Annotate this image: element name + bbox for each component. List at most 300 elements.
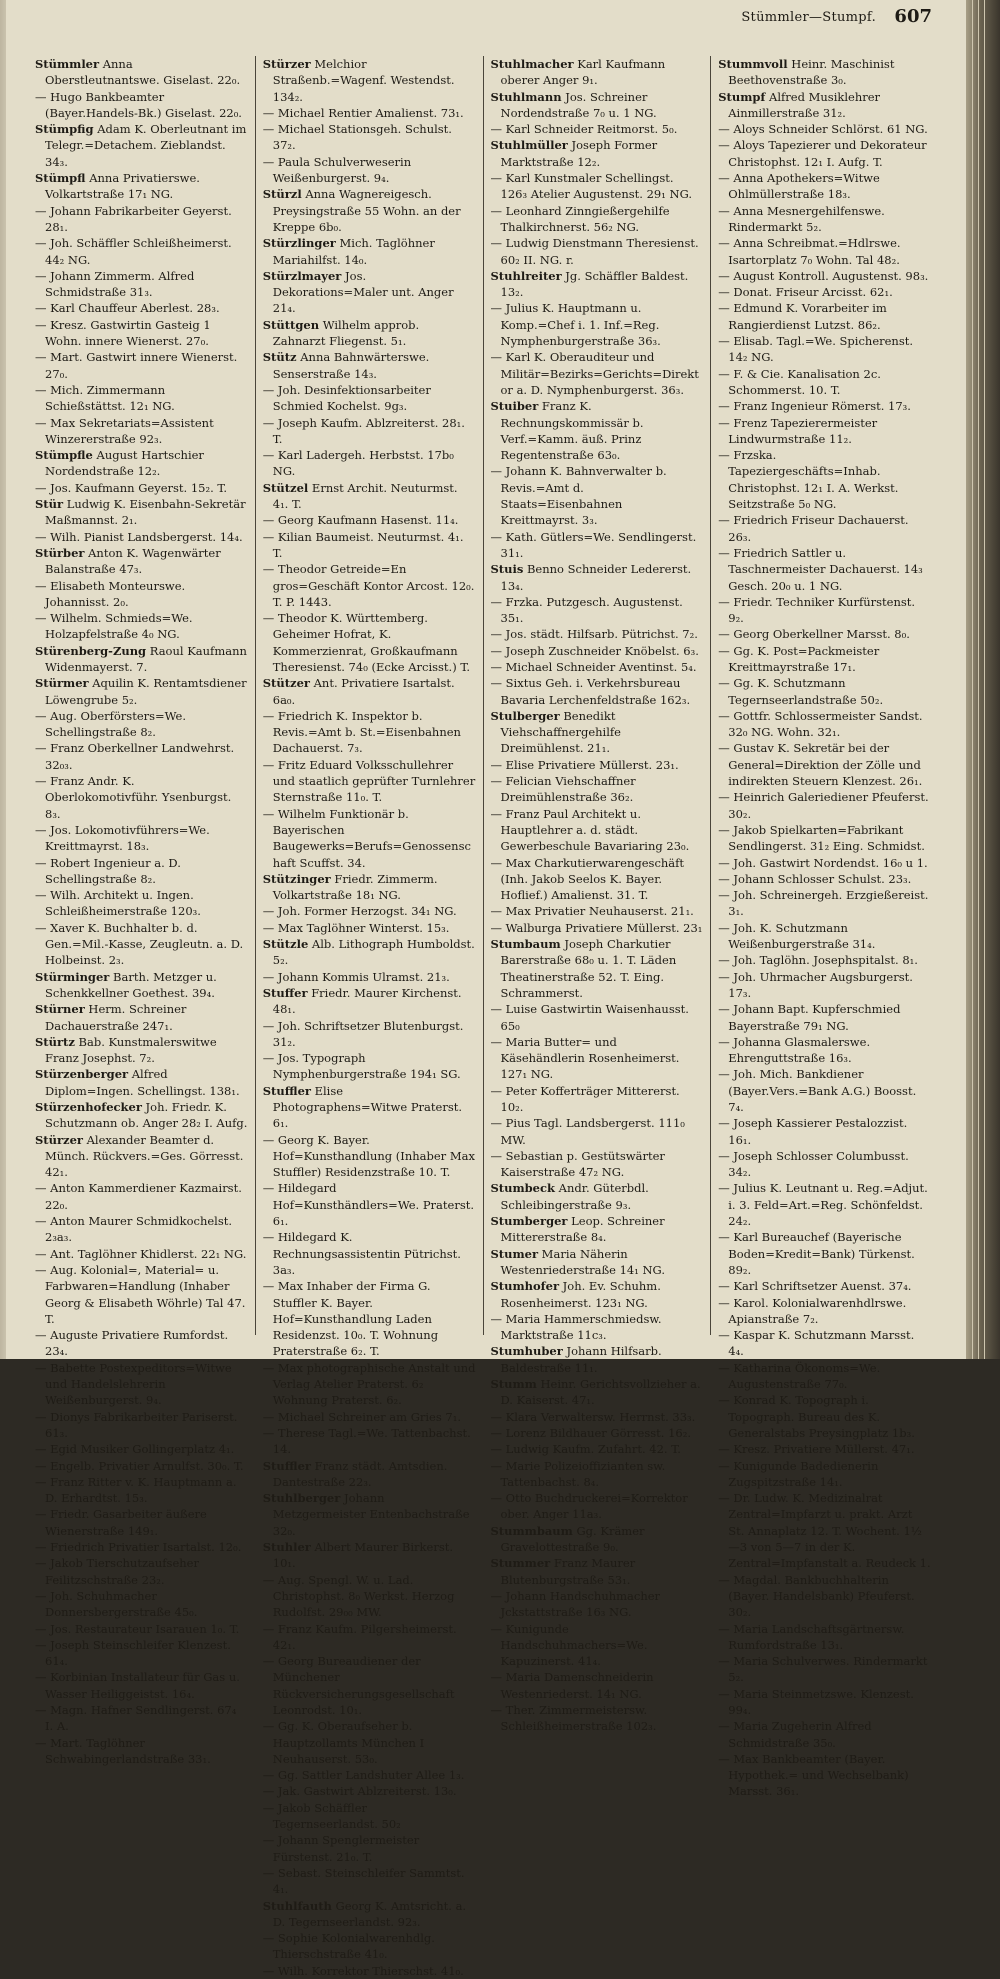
directory-entry xyxy=(491,806,704,855)
directory-entry xyxy=(263,512,476,528)
directory-entry xyxy=(35,1621,248,1637)
entry-details: — Elise Privatiere Müllerst. 23₁. xyxy=(490,757,679,772)
directory-entry xyxy=(491,708,704,757)
directory-entry xyxy=(263,1180,476,1229)
entry-details: — Gustav K. Sekretär bei der General=Direktion der Zölle und indirekten Steuern Klenzest. 26₁. xyxy=(718,741,923,789)
entry-details: — Frenz Tapezierermeister Lindwurmstraße 11₂. xyxy=(718,415,878,446)
directory-entry xyxy=(263,1963,476,1979)
entry-details: — Heinrich Galeriediener Pfeuferst. 30₂. xyxy=(718,790,929,821)
entry-details: — Gottfr. Schlossermeister Sandst. 32₀ NG. Wohn. 32₁. xyxy=(718,708,923,740)
entry-details: — Maria Zugeherin Alfred Schmidstraße 35₀. xyxy=(718,1719,872,1750)
directory-entry xyxy=(491,643,704,659)
entry-details: — Sebastian p. Gestütswärter Kaiserstraße 47₂ NG. xyxy=(490,1148,665,1180)
directory-entry xyxy=(35,887,248,920)
directory-entry xyxy=(263,1783,476,1799)
directory-entry xyxy=(491,920,704,936)
directory-entry xyxy=(491,1034,704,1083)
directory-entry xyxy=(718,366,931,399)
directory-entry xyxy=(35,170,248,203)
entry-surname: Stürminger xyxy=(35,969,110,984)
entry-details: — Georg Kaufmann Hasenst. 11₄. xyxy=(262,513,459,528)
directory-entry xyxy=(263,235,476,268)
directory-entry xyxy=(35,920,248,969)
directory-entry xyxy=(35,382,248,415)
entry-details: — Maria Steinmetzswe. Klenzest. 99₄. xyxy=(718,1686,914,1717)
entry-details: — Ther. Zimmermeistersw. Schleißheimerstraße 102₃. xyxy=(490,1702,657,1734)
directory-entry xyxy=(718,1278,931,1294)
entry-details: — Hildegard K. Rechnungsassistentin Pütrichst. 3a₃. xyxy=(262,1230,461,1277)
entry-details: — Friedrich K. Inspektor b. Revis.=Amt b. St.=Eisenbahnen Dachauerst. 7₃. xyxy=(262,708,461,756)
entry-details: — Jak. Gastwirt Ablzreiterst. 13₀. xyxy=(262,1784,457,1799)
entry-details: — Donat. Friseur Arcisst. 62₁. xyxy=(718,285,893,300)
directory-entry xyxy=(718,1229,931,1278)
directory-entry xyxy=(718,203,931,236)
entry-details: Alb. Lithograph Humboldst. 5₂. xyxy=(272,937,475,968)
entry-details: Maria Näherin Westenriederstraße 14₁ NG. xyxy=(500,1246,665,1277)
entry-details: — Franz Oberkellner Landwehrst. 32₀₃. xyxy=(35,741,235,772)
entry-details: Alfred Diplom=Ingen. Schellingst. 138₁. xyxy=(45,1067,240,1098)
directory-entry xyxy=(718,1653,931,1686)
entry-details: — Kresz. Gastwirtin Gasteig 1 Wohn. innere Wienerst. 27₀. xyxy=(35,317,211,349)
entry-details: — August Kontroll. Augustenst. 98₃. xyxy=(718,268,929,283)
directory-entry xyxy=(263,1832,476,1865)
entry-details: Anna Privatierswe. Volkartstraße 17₁ NG. xyxy=(45,171,200,202)
directory-entry xyxy=(491,1523,704,1556)
directory-entry xyxy=(263,985,476,1018)
entry-details: — Hugo Bankbeamter (Bayer.Handels-Bk.) Giselast. 22₀. xyxy=(35,89,242,120)
directory-entry xyxy=(718,1751,931,1800)
directory-entry xyxy=(263,871,476,904)
entry-details: — Wilh. Korrektor Thierschst. 41₀. xyxy=(262,1963,464,1978)
entry-surname: Stützel xyxy=(262,480,309,495)
directory-entry xyxy=(491,1148,704,1181)
entry-details: — Kilian Baumeist. Neuturmst. 4₁. T. xyxy=(262,529,464,560)
entry-details: — Karl Schneider Reitmorst. 5₀. xyxy=(490,122,678,137)
directory-entry xyxy=(491,398,704,463)
entry-surname: Stuiber xyxy=(490,399,539,414)
entry-details: Heinr. Gerichtsvollzieher a. D. Kaiserst. 47₁. xyxy=(500,1377,701,1408)
page-number: 607 xyxy=(894,6,932,27)
directory-entry xyxy=(35,708,248,741)
directory-entry xyxy=(35,1001,248,1034)
entry-details: — Therese Tagl.=We. Tattenbachst. 14. xyxy=(262,1425,471,1457)
entry-details: — Ludwig Kaufm. Zufahrt. 42. T. xyxy=(490,1442,681,1457)
entry-details: — Georg K. Bayer. Hof=Kunsthandlung (Inhaber Max Stuffler) Residenzstraße 10. T. xyxy=(262,1132,475,1180)
entry-details: — Pius Tagl. Landsbergerst. 111₀ MW. xyxy=(490,1116,685,1147)
entry-details: — Michael Rentier Amalienst. 73₁. xyxy=(262,105,464,120)
directory-entry xyxy=(491,757,704,773)
entry-details: — Johann Spenglermeister Fürstenst. 21₀. T. xyxy=(262,1833,420,1864)
entry-details: — Joh. Schreinergeh. Erzgießereist. 3₁. xyxy=(718,888,929,919)
entry-details: — Aug. Spengl. W. u. Lad. Christophst. 8₀ Werkst. Herzog Rudolfst. 29₀₀ MW. xyxy=(262,1572,455,1620)
entry-details: — Kath. Gütlers=We. Sendlingerst. 31₁. xyxy=(490,529,697,560)
directory-entry xyxy=(718,822,931,855)
entry-details: Franz K. Rechnungskommissär b. Verf.=Kamm. äuß. Prinz Regentenstraße 63₀. xyxy=(500,399,644,463)
directory-entry xyxy=(35,740,248,773)
entry-surname: Stürzer xyxy=(35,1132,83,1147)
entry-details: — Anna Mesnergehilfenswe. Rindermarkt 5₂. xyxy=(718,203,885,234)
entry-details: — Joh. Mich. Bankdiener (Bayer.Vers.=Bank A.G.) Boosst. 7₄. xyxy=(718,1067,917,1114)
directory-entry xyxy=(718,1180,931,1229)
entry-details: — Joh. Uhrmacher Augsburgerst. 17₃. xyxy=(718,969,913,1000)
entry-surname: Stürzenhofecker xyxy=(35,1100,142,1114)
directory-entry xyxy=(263,1572,476,1621)
entry-details: — Engelb. Privatier Arnulfst. 30₀. T. xyxy=(35,1458,244,1473)
directory-entry xyxy=(718,1115,931,1148)
entry-details: — Magn. Hafner Sendlingerst. 67₄ I. A. xyxy=(35,1702,237,1734)
directory-entry xyxy=(263,349,476,382)
entry-details: — Joseph Zuschneider Knöbelst. 6₃. xyxy=(490,643,699,658)
entry-details: — Walburga Privatiere Müllerst. 23₁ xyxy=(490,920,703,935)
entry-details: Benno Schneider Ledererst. 13₄. xyxy=(500,562,692,593)
entry-details: — Anton Kammerdiener Kazmairst. 22₀. xyxy=(35,1181,242,1212)
directory-entry xyxy=(491,594,704,627)
entry-details: — Joh. Schriftsetzer Blutenburgst. 31₂. xyxy=(262,1018,464,1049)
directory-entry xyxy=(718,1621,931,1654)
column-3 xyxy=(484,56,712,1734)
directory-page xyxy=(6,0,972,1978)
directory-entry xyxy=(35,1588,248,1621)
entry-details: — Georg Oberkellner Marsst. 8₀. xyxy=(718,627,910,642)
directory-entry xyxy=(491,170,704,203)
entry-surname: Stütz xyxy=(262,350,297,365)
directory-entry xyxy=(35,1555,248,1588)
directory-entry xyxy=(718,56,931,89)
directory-entry xyxy=(35,1441,248,1457)
directory-entry xyxy=(35,1458,248,1474)
entry-details: — Aug. Oberförsters=We. Schellingstraße 8₂. xyxy=(35,708,187,740)
entry-details: Aquilin K. Rentamtsdiener Löwengrube 5₂. xyxy=(45,676,247,707)
directory-entry xyxy=(718,1066,931,1115)
entry-details: — Gg. K. Post=Packmeister Kreittmayrstraße 17₁. xyxy=(718,643,880,674)
entry-details: — Paula Schulverweserin Weißenburgerst. 9₄. xyxy=(262,154,412,186)
directory-entry xyxy=(491,1441,704,1457)
entry-details: Joh. Ev. Schuhm. Rosenheimerst. 123₁ NG. xyxy=(500,1279,661,1310)
entry-details: — Theodor K. Württemberg. Geheimer Hofrat, K. Kommerzienrat, Großkaufmann Theresienst. 74₀ (Ecke Arcisst.) T. xyxy=(262,611,470,674)
directory-entry xyxy=(263,121,476,154)
directory-entry xyxy=(491,675,704,708)
directory-entry xyxy=(35,1213,248,1246)
entry-details: Ant. Privatiere Isartalst. 6a₀. xyxy=(272,676,455,707)
entry-surname: Stürzer xyxy=(262,57,311,71)
entry-details: — Klara Verwaltersw. Herrnst. 33₃. xyxy=(490,1409,696,1424)
entry-details: August Hartschier Nordendstraße 12₂. xyxy=(45,448,204,479)
directory-entry xyxy=(263,1360,476,1409)
entry-details: — Franz Kaufm. Pilgersheimerst. 42₁. xyxy=(262,1621,457,1652)
directory-entry xyxy=(718,594,931,627)
directory-entry xyxy=(35,1409,248,1442)
entry-details: Albert Maurer Birkerst. 10₁. xyxy=(272,1540,453,1571)
directory-entry xyxy=(35,1702,248,1735)
directory-entry xyxy=(718,447,931,512)
entry-details: — Jos. Kaufmann Geyerst. 15₂. T. xyxy=(35,480,228,495)
directory-entry xyxy=(718,871,931,887)
entry-details: — Karl Schriftsetzer Auenst. 37₄. xyxy=(718,1279,912,1294)
directory-entry xyxy=(263,708,476,757)
directory-entry xyxy=(491,773,704,806)
entry-details: — Katharina Ökonoms=We. Augustenstraße 77₀. xyxy=(718,1360,881,1392)
entry-surname: Stumpf xyxy=(718,89,766,104)
entry-details: — Otto Buchdruckerei=Korrektor ober. Anger 11a₃. xyxy=(490,1491,688,1522)
entry-surname: Stürzlmayer xyxy=(262,268,342,283)
directory-entry xyxy=(35,1327,248,1360)
entry-details: — Ant. Taglöhner Khidlerst. 22₁ NG. xyxy=(35,1246,247,1261)
directory-entry xyxy=(491,300,704,349)
entry-details: — Korbinian Installateur für Gas u. Wasser Heiliggeistst. 16₄. xyxy=(35,1670,240,1701)
entry-details: Mich. Taglöhner Mariahilfst. 14₀. xyxy=(272,236,435,267)
directory-entry xyxy=(491,1669,704,1702)
entry-surname: Stulberger xyxy=(490,708,560,723)
directory-entry xyxy=(491,1555,704,1588)
directory-entry xyxy=(35,1637,248,1670)
entry-details: Karl Kaufmann oberer Anger 9₁. xyxy=(500,57,666,88)
entry-surname: Stuhlmacher xyxy=(490,57,574,71)
directory-entry xyxy=(491,89,704,122)
entry-details: — Anna Schreibmat.=Hdlrswe. Isartorplatz 7₀ Wohn. Tal 48₂. xyxy=(718,236,901,267)
entry-details: — Kunigunde Badedienerin Zugspitzstraße 14₁. xyxy=(718,1458,879,1489)
entry-surname: Stützle xyxy=(262,937,309,952)
page-header xyxy=(26,6,936,36)
directory-entry xyxy=(718,300,931,333)
entry-details: Jg. Schäffler Baldest. 13₂. xyxy=(500,268,689,300)
directory-entry xyxy=(35,545,248,578)
directory-entry xyxy=(263,1621,476,1654)
entry-details: — Wilh. Pianist Landsbergerst. 14₄. xyxy=(35,529,243,544)
entry-details: Barth. Metzger u. Schenkkellner Goethest. 39₄. xyxy=(45,969,217,1000)
directory-entry xyxy=(263,1767,476,1783)
entry-details: — Wilhelm Funktionär b. Bayerischen Baugewerks=Berufs=Genossenschaft Scuffst. 34. xyxy=(262,806,471,870)
directory-entry xyxy=(491,1409,704,1425)
entry-details: — Michael Schreiner am Gries 7₁. xyxy=(262,1409,461,1424)
entry-details: — Joh. Schuhmacher Donnersbergerstraße 45₀. xyxy=(35,1588,198,1620)
entry-details: — Auguste Privatiere Rumfordst. 23₄. xyxy=(35,1328,229,1359)
entry-details: — Friedrich Privatier Isartalst. 12₀. xyxy=(35,1540,242,1555)
directory-entry xyxy=(35,969,248,1002)
directory-entry xyxy=(263,561,476,610)
entry-surname: Stützinger xyxy=(262,871,331,886)
entry-details: — Friedrich Sattler u. Taschnermeister Dachauerst. 14₃ Gesch. 20₀ u. 1 NG. xyxy=(718,545,923,593)
directory-entry xyxy=(718,1718,931,1751)
entry-surname: Stuhlfauth xyxy=(262,1898,332,1913)
directory-entry xyxy=(263,447,476,480)
directory-entry xyxy=(491,1213,704,1246)
directory-entry xyxy=(263,1930,476,1963)
entry-details: — Karol. Kolonialwarenhdlrswe. Apianstraße 7₂. xyxy=(718,1295,907,1326)
directory-entry xyxy=(263,480,476,513)
entry-details: — Fritz Eduard Volksschullehrer und staatlich geprüfter Turnlehrer Sternstraße 11₀. T. xyxy=(262,757,476,805)
entry-surname: Stuffer xyxy=(262,985,308,1000)
entry-details: — Friedr. Gasarbeiter äußere Wienerstraße 149₁. xyxy=(35,1507,207,1538)
entry-details: — Luise Gastwirtin Waisenhausst. 65₀ xyxy=(490,1002,689,1033)
running-title: Stümmler—Stumpf. xyxy=(741,10,876,25)
entry-details: — Magdal. Bankbuchhalterin (Bayer. Handelsbank) Pfeuferst. 30₂. xyxy=(718,1572,915,1620)
directory-entry xyxy=(263,1083,476,1132)
directory-entry xyxy=(718,1490,931,1571)
entry-surname: Stuhler xyxy=(262,1540,311,1555)
entry-details: — Karl Ladergeh. Herbstst. 17b₀ NG. xyxy=(262,448,454,479)
entry-surname: Stuffler xyxy=(262,1083,311,1098)
entry-details: — Max Sekretariats=Assistent Winzererstraße 92₃. xyxy=(35,415,214,446)
entry-details: — F. & Cie. Kanalisation 2c. Schommerst. 10. T. xyxy=(718,366,881,397)
entry-details: — Johann Kommis Ulramst. 21₃. xyxy=(262,969,450,984)
directory-entry xyxy=(718,1686,931,1719)
directory-entry xyxy=(263,757,476,806)
entry-surname: Stuhlberger xyxy=(262,1491,341,1506)
directory-entry xyxy=(35,203,248,236)
directory-entry xyxy=(263,56,476,105)
entry-details: — Sophie Kolonialwarenhdlg. Thierschstraße 41₀. xyxy=(262,1931,435,1962)
entry-details: — Babette Postexpeditors=Witwe und Handelslehrerin Weißenburgerst. 9₄. xyxy=(35,1360,232,1408)
entry-details: Anna Bahnwärterswe. Senserstraße 14₃. xyxy=(272,350,430,381)
directory-entry xyxy=(491,1001,704,1034)
entry-details: — Egid Musiker Gollingerplatz 4₁. xyxy=(35,1442,235,1457)
entry-details: Joseph Charkutier Barerstraße 68₀ u. 1. T. Läden Theatinerstraße 52. T. Eing. Schrammerst. xyxy=(500,937,677,1000)
entry-details: — Julius K. Leutnant u. Reg.=Adjut. i. 3. Feld=Art.=Reg. Schönfeldst. 24₂. xyxy=(718,1181,928,1229)
entry-details: — Michael Stationsgeh. Schulst. 37₂. xyxy=(262,122,452,153)
entry-details: — Friedr. Techniker Kurfürstenst. 9₂. xyxy=(718,594,916,626)
directory-entry xyxy=(718,1458,931,1491)
entry-surname: Stürzl xyxy=(262,187,302,202)
directory-entry xyxy=(35,235,248,268)
entry-details: Anna Wagnereigesch. Preysingstraße 55 Wohn. an der Kreppe 6b₀. xyxy=(272,187,461,234)
directory-entry xyxy=(35,1474,248,1507)
entry-details: Raoul Kaufmann Widenmayerst. 7. xyxy=(45,643,247,674)
directory-entry xyxy=(491,1180,704,1213)
directory-entry xyxy=(491,463,704,528)
directory-entry xyxy=(35,1506,248,1539)
directory-entry xyxy=(263,268,476,317)
directory-entry xyxy=(718,675,931,708)
directory-entry xyxy=(263,1800,476,1833)
directory-entry xyxy=(718,1360,931,1393)
entry-details: — Wilhelm. Schmieds=We. Holzapfelstraße 4₀ NG. xyxy=(35,611,193,642)
directory-entry xyxy=(718,740,931,789)
directory-entry xyxy=(718,1392,931,1441)
entry-details: — Hildegard Hof=Kunsthändlers=We. Praterst. 6₁. xyxy=(262,1181,475,1229)
entry-surname: Stürner xyxy=(35,1002,85,1017)
directory-entry xyxy=(491,1588,704,1621)
directory-entry xyxy=(491,203,704,236)
entry-surname: Stüttgen xyxy=(262,317,320,332)
directory-entry xyxy=(35,822,248,855)
directory-entry xyxy=(263,903,476,919)
entry-details: Georg K. Amtsricht. a. D. Tegernseerlandst. 92₃. xyxy=(272,1898,467,1929)
entry-details: — Mart. Taglöhner Schwabingerlandstraße 33₁. xyxy=(35,1735,211,1766)
entry-surname: Stützer xyxy=(262,676,310,691)
entry-details: — Sixtus Geh. i. Verkehrsbureau Bavaria Lerchenfeldstraße 162₃. xyxy=(490,676,691,707)
directory-entry xyxy=(263,1490,476,1539)
directory-entry xyxy=(263,382,476,415)
entry-details: — Felician Viehschaffner Dreimühlenstraße 36₂. xyxy=(490,774,636,805)
entry-surname: Stummer xyxy=(490,1556,551,1571)
entry-details: — Marie Polizeioffizianten sw. Tattenbachst. 8₄. xyxy=(490,1458,666,1489)
entry-surname: Stumer xyxy=(490,1246,539,1261)
directory-entry xyxy=(491,1458,704,1491)
entry-surname: Stumbeck xyxy=(490,1181,555,1196)
entry-details: Melchior Straßenb.=Wagenf. Westendst. 134₂. xyxy=(272,57,455,104)
book-spine xyxy=(966,0,1000,1359)
entry-details: — Johann Bapt. Kupferschmied Bayerstraße 79₁ NG. xyxy=(718,1002,901,1033)
entry-surname: Stumberger xyxy=(490,1214,568,1229)
directory-entry xyxy=(491,137,704,170)
entry-surname: Stümpfle xyxy=(35,448,93,463)
directory-entry xyxy=(35,447,248,480)
entry-details: Johann Hilfsarb. Baldestraße 11₁. xyxy=(500,1344,662,1375)
entry-details: — Theodor Getreide=En gros=Geschäft Kontor Arcost. 12₀. T. P. 1443. xyxy=(262,562,475,609)
entry-surname: Stumbaum xyxy=(490,937,561,952)
directory-entry xyxy=(718,512,931,545)
entry-details: — Leonhard Zinngießergehilfe Thalkirchnerst. 56₂ NG. xyxy=(490,203,670,234)
entry-details: — Franz Andr. K. Oberlokomotivführ. Ysenburgst. 8₃. xyxy=(35,774,232,821)
entry-details: — Jos. städt. Hilfsarb. Pütrichst. 7₂. xyxy=(490,627,698,642)
directory-entry xyxy=(263,1539,476,1572)
directory-entry xyxy=(35,268,248,301)
directory-entry xyxy=(35,855,248,888)
directory-entry xyxy=(718,920,931,953)
directory-entry xyxy=(35,1132,248,1181)
entry-details: — Aloys Tapezierer und Dekorateur Christophst. 12₁ I. Aufg. T. xyxy=(718,138,927,169)
directory-entry xyxy=(718,398,931,414)
directory-entry xyxy=(35,1360,248,1409)
entry-details: — Jos. Restaurateur Isarauen 1₀. T. xyxy=(35,1621,240,1636)
column-2 xyxy=(256,56,484,1978)
entry-details: Friedr. Zimmerm. Volkartstraße 18₁ NG. xyxy=(272,871,438,903)
directory-entry xyxy=(491,349,704,398)
directory-entry xyxy=(35,610,248,643)
entry-surname: Stürzenberger xyxy=(35,1067,129,1082)
directory-entry xyxy=(491,903,704,919)
entry-details: Bab. Kunstmalerswitwe Franz Josephst. 7₂. xyxy=(45,1034,217,1066)
entry-details: — Aloys Schneider Schlörst. 61 NG. xyxy=(718,122,928,137)
entry-details: — Joseph Kaufm. Ablzreiterst. 28₁. T. xyxy=(262,415,465,446)
directory-entry xyxy=(491,121,704,137)
directory-entry xyxy=(263,1898,476,1931)
entry-surname: Stürenberg-Zung xyxy=(35,643,147,658)
entry-surname: Stürzlinger xyxy=(262,236,336,251)
entry-details: — Franz Paul Architekt u. Hauptlehrer a. d. städt. Gewerbeschule Bavariaring 23₀. xyxy=(490,806,690,854)
entry-details: — Max Inhaber der Firma G. Stuffler K. Bayer. Hof=Kunsthandlung Laden Residenzst. 10₀. T. Wohnung Praterstraße 6₂. T. xyxy=(262,1279,439,1359)
entry-details: — Maria Schulverwes. Rindermarkt 5₂. xyxy=(718,1654,928,1685)
entry-details: — Wilh. Architekt u. Ingen. Schleißheimerstraße 120₃. xyxy=(35,888,201,919)
directory-entry xyxy=(718,333,931,366)
entry-surname: Stuis xyxy=(490,562,524,577)
entry-details: Jos. Schreiner Nordendstraße 7₀ u. 1 NG. xyxy=(500,89,657,120)
entry-details: — Aug. Kolonial=, Material= u. Farbwaren=Handlung (Inhaber Georg & Elisabeth Wöhrle) Tal 47. T. xyxy=(35,1262,246,1326)
entry-details: — Konrad K. Topograph i. Topograph. Bureau des K. Generalstabs Preysingplatz 1b₃. xyxy=(718,1393,915,1440)
directory-entry xyxy=(35,1669,248,1702)
directory-entry xyxy=(718,643,931,676)
directory-entry xyxy=(718,415,931,448)
directory-entry xyxy=(35,1539,248,1555)
directory-entry xyxy=(263,186,476,235)
entry-details: — Joseph Steinschleifer Klenzest. 61₄. xyxy=(35,1637,231,1669)
entry-details: — Karl Chauffeur Aberlest. 28₃. xyxy=(35,301,220,316)
directory-entry xyxy=(263,1050,476,1083)
directory-entry xyxy=(263,529,476,562)
entry-details: — Franz Ingenieur Römerst. 17₃. xyxy=(718,399,911,414)
directory-entry xyxy=(35,675,248,708)
entry-details: Wilhelm approb. Zahnarzt Fliegenst. 5₁. xyxy=(272,317,420,349)
directory-entry xyxy=(35,1034,248,1067)
entry-details: — Friedrich Friseur Dachauerst. 26₃. xyxy=(718,513,909,544)
directory-entry xyxy=(263,154,476,187)
directory-entry xyxy=(263,1718,476,1767)
entry-details: Gg. Krämer Gravelottestraße 9₀. xyxy=(500,1523,645,1555)
entry-surname: Stuffler xyxy=(262,1458,311,1473)
directory-entry xyxy=(718,789,931,822)
entry-surname: Stuhlmann xyxy=(490,89,562,104)
directory-entry xyxy=(718,887,931,920)
